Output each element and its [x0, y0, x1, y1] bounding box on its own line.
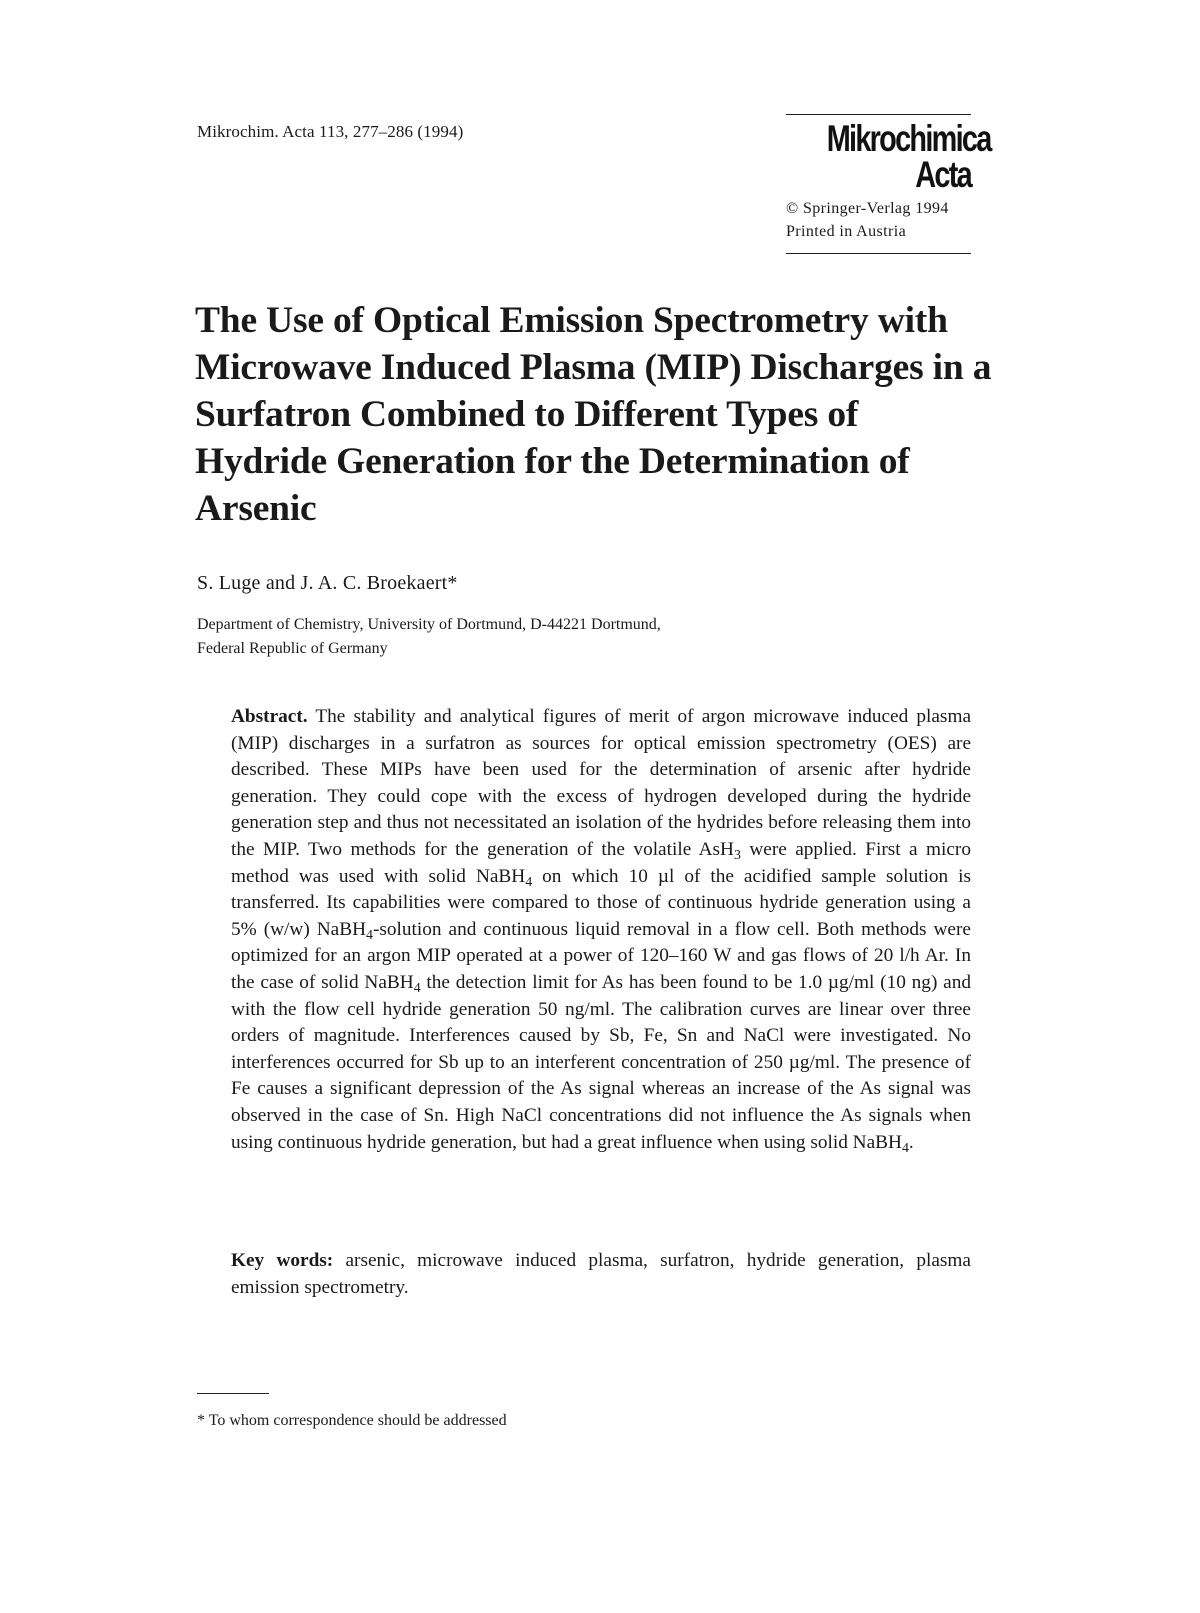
article-title: The Use of Optical Emission Spectrometry with Microwave Induced Plasma (MIP) Discharges in a Surfatron Combined to Different Types of Hydride Generation for the Determination of Arsenic	[195, 300, 992, 529]
abstract-text-1: The stability and analytical figures of merit of argon microwave induced plasma (MIP) discharges in a surfatron as sources for optical emission spectrometry (OES) are described. These MIPs have been used for the determination of arsenic after hydride generation. They could cope with the excess of hydrogen developed during the hydride generation step and thus not necessitated an isolation of the hydrides before releasing them into the MIP. Two methods for the generation of the volatile AsH	[231, 706, 971, 860]
abstract-sub-4: 4	[413, 980, 421, 996]
abstract-label: Abstract.	[231, 706, 308, 727]
keywords-label: Key words:	[231, 1250, 334, 1271]
copyright-line: © Springer-Verlag 1994	[786, 200, 949, 217]
publisher-info	[786, 197, 971, 243]
affiliation-line-1: Department of Chemistry, University of Dortmund, D-44221 Dortmund,	[197, 616, 661, 633]
abstract-text-3: on which 10 µl of the acidified sample solution is transferred. Its capabilities were compared to those of continuous hydride generation using a 5% (w/w) NaBH	[231, 865, 971, 940]
affiliation-line-2: Federal Republic of Germany	[197, 640, 388, 657]
journal-logo-box	[786, 114, 991, 254]
abstract-sub-2: 4	[525, 874, 533, 890]
footnote-divider	[197, 1393, 269, 1394]
journal-logo-line1: Mikrochimica	[826, 118, 991, 159]
abstract	[231, 704, 971, 1156]
abstract-text-6: .	[908, 1131, 914, 1153]
abstract-text-5: the detection limit for As has been found to be 1.0 µg/ml (10 ng) and with the flow cell hydride generation 50 ng/ml. The calibration curves are linear over three orders of magnitude. Interferences caused by Sb, Fe, Sn and NaCl were investigated. No interferences occurred for Sb up to an interferent concentration of 250 µg/ml. The presence of Fe causes a significant depression of the As signal whereas an increase of the As signal was observed in the case of Sn. High NaCl concentrations did not influence the As signals when using continuous hydride generation, but had a great influence when using solid NaBH	[231, 971, 971, 1153]
journal-citation: Mikrochim. Acta 113, 277–286 (1994)	[197, 122, 464, 141]
printed-line: Printed in Austria	[786, 223, 907, 240]
abstract-text-4: -solution and continuous liquid removal in a flow cell. Both methods were optimized for an argon MIP operated at a power of 120–160 W and gas flows of 20 l/h Ar. In the case of solid NaBH	[231, 918, 971, 993]
journal-logo	[826, 118, 991, 195]
footnote: * To whom correspondence should be addressed	[197, 1412, 507, 1429]
abstract-sub-5: 4	[901, 1140, 909, 1156]
keywords	[231, 1248, 971, 1301]
keywords-text: arsenic, microwave induced plasma, surfatron, hydride generation, plasma emission spectrometry.	[231, 1250, 971, 1298]
abstract-sub-1: 3	[733, 847, 741, 863]
authors: S. Luge and J. A. C. Broekaert*	[197, 572, 458, 594]
affiliation	[197, 613, 817, 661]
journal-logo-line2: Acta	[915, 154, 971, 195]
abstract-text-2: were applied. First a micro method was used with solid NaBH	[231, 838, 971, 887]
abstract-sub-3: 4	[366, 927, 373, 943]
